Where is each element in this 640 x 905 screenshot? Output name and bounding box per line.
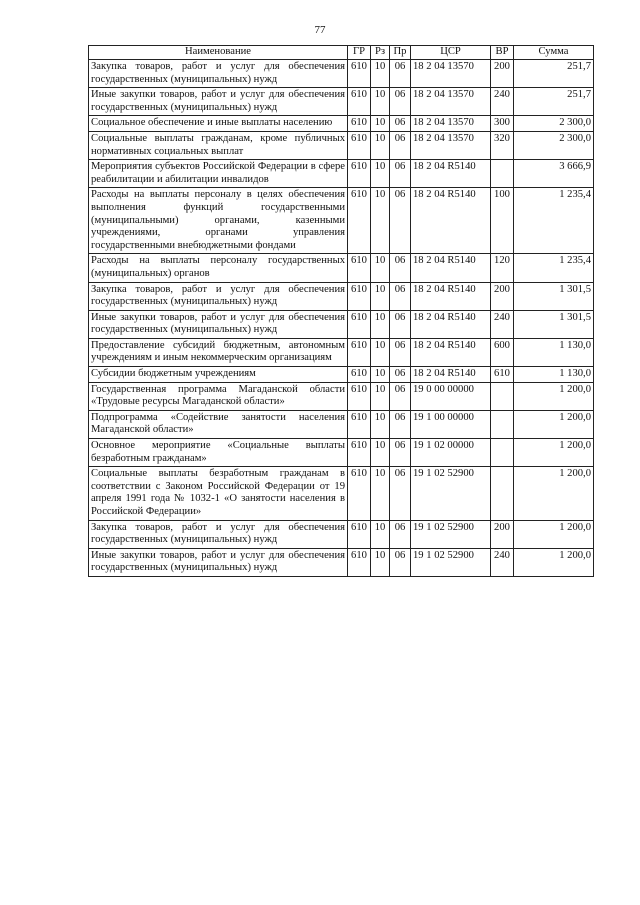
- row-vr: [491, 160, 514, 188]
- row-vr: [491, 467, 514, 520]
- row-vr: 100: [491, 188, 514, 254]
- row-vr: 200: [491, 520, 514, 548]
- table-row: [89, 131, 594, 159]
- row-gr: 610: [348, 116, 371, 132]
- row-rz: 10: [371, 338, 390, 366]
- row-csr: 18 2 04 13570: [411, 131, 491, 159]
- row-pr: 06: [390, 410, 411, 438]
- row-pr: 06: [390, 382, 411, 410]
- row-csr: 18 2 04 13570: [411, 60, 491, 88]
- table-row: [89, 254, 594, 282]
- row-pr: 06: [390, 310, 411, 338]
- row-sum: 1 200,0: [514, 467, 594, 520]
- row-sum: 1 200,0: [514, 548, 594, 576]
- row-gr: 610: [348, 60, 371, 88]
- table-row: [89, 160, 594, 188]
- row-pr: 06: [390, 88, 411, 116]
- row-rz: 10: [371, 439, 390, 467]
- table-row: [89, 310, 594, 338]
- row-pr: 06: [390, 439, 411, 467]
- row-sum: 251,7: [514, 88, 594, 116]
- row-vr: [491, 382, 514, 410]
- row-pr: 06: [390, 282, 411, 310]
- row-pr: 06: [390, 60, 411, 88]
- row-name: Государственная программа Магаданской области «Трудовые ресурсы Магаданской области»: [89, 382, 348, 410]
- row-name: Предоставление субсидий бюджетным, автономным учреждениям и иным некоммерческим организациям: [89, 338, 348, 366]
- row-name: Иные закупки товаров, работ и услуг для обеспечения государственных (муниципальных) нужд: [89, 310, 348, 338]
- row-sum: 3 666,9: [514, 160, 594, 188]
- row-rz: 10: [371, 60, 390, 88]
- row-pr: 06: [390, 254, 411, 282]
- row-rz: 10: [371, 367, 390, 383]
- row-pr: 06: [390, 188, 411, 254]
- row-name: Расходы на выплаты персоналу в целях обеспечения выполнения функций государственными (муниципальными) органами, казенными учреждениями, органами управления государственными внебюджетными фондами: [89, 188, 348, 254]
- row-sum: 1 200,0: [514, 382, 594, 410]
- table-row: [89, 188, 594, 254]
- budget-table: [88, 45, 594, 577]
- row-name: Иные закупки товаров, работ и услуг для обеспечения государственных (муниципальных) нужд: [89, 88, 348, 116]
- row-csr: 18 2 04 R5140: [411, 310, 491, 338]
- row-vr: 200: [491, 60, 514, 88]
- row-sum: 1 200,0: [514, 439, 594, 467]
- row-sum: 1 235,4: [514, 188, 594, 254]
- row-vr: 240: [491, 548, 514, 576]
- header-vr: ВР: [491, 46, 514, 60]
- table-row: [89, 60, 594, 88]
- row-rz: 10: [371, 520, 390, 548]
- row-sum: 1 130,0: [514, 367, 594, 383]
- row-name: Основное мероприятие «Социальные выплаты безработным гражданам»: [89, 439, 348, 467]
- row-rz: 10: [371, 310, 390, 338]
- row-name: Социальное обеспечение и иные выплаты населению: [89, 116, 348, 132]
- row-vr: 320: [491, 131, 514, 159]
- row-vr: 600: [491, 338, 514, 366]
- row-csr: 18 2 04 R5140: [411, 338, 491, 366]
- page-number: 77: [314, 24, 326, 36]
- row-pr: 06: [390, 160, 411, 188]
- row-csr: 18 2 04 13570: [411, 88, 491, 116]
- row-csr: 19 0 00 00000: [411, 382, 491, 410]
- row-name: Социальные выплаты безработным гражданам в соответствии с Законом Российской Федерации от 19 апреля 1991 года № 1032-1 «О занятости населения в Российской Федерации»: [89, 467, 348, 520]
- row-gr: 610: [348, 188, 371, 254]
- row-gr: 610: [348, 520, 371, 548]
- row-csr: 19 1 02 52900: [411, 467, 491, 520]
- header-sum: Сумма: [514, 46, 594, 60]
- row-gr: 610: [348, 439, 371, 467]
- row-csr: 18 2 04 R5140: [411, 282, 491, 310]
- row-gr: 610: [348, 254, 371, 282]
- row-gr: 610: [348, 160, 371, 188]
- row-name: Субсидии бюджетным учреждениям: [89, 367, 348, 383]
- row-name: Расходы на выплаты персоналу государственных (муниципальных) органов: [89, 254, 348, 282]
- row-gr: 610: [348, 282, 371, 310]
- row-pr: 06: [390, 116, 411, 132]
- row-sum: 2 300,0: [514, 116, 594, 132]
- row-sum: 1 235,4: [514, 254, 594, 282]
- table-row: [89, 382, 594, 410]
- row-rz: 10: [371, 160, 390, 188]
- row-csr: 18 2 04 R5140: [411, 188, 491, 254]
- row-gr: 610: [348, 382, 371, 410]
- row-pr: 06: [390, 467, 411, 520]
- row-sum: 1 200,0: [514, 520, 594, 548]
- row-csr: 19 1 02 52900: [411, 548, 491, 576]
- row-sum: 1 301,5: [514, 282, 594, 310]
- header-name: Наименование: [89, 46, 348, 60]
- row-name: Социальные выплаты гражданам, кроме публичных нормативных социальных выплат: [89, 131, 348, 159]
- row-vr: 240: [491, 310, 514, 338]
- row-csr: 18 2 04 13570: [411, 116, 491, 132]
- row-name: Мероприятия субъектов Российской Федерации в сфере реабилитации и абилитации инвалидов: [89, 160, 348, 188]
- row-sum: 251,7: [514, 60, 594, 88]
- row-sum: 1 130,0: [514, 338, 594, 366]
- row-rz: 10: [371, 131, 390, 159]
- table-row: [89, 548, 594, 576]
- row-gr: 610: [348, 410, 371, 438]
- row-name: Закупка товаров, работ и услуг для обеспечения государственных (муниципальных) нужд: [89, 520, 348, 548]
- row-pr: 06: [390, 520, 411, 548]
- row-rz: 10: [371, 254, 390, 282]
- row-vr: [491, 439, 514, 467]
- row-pr: 06: [390, 338, 411, 366]
- row-pr: 06: [390, 131, 411, 159]
- row-gr: 610: [348, 310, 371, 338]
- row-csr: 19 1 00 00000: [411, 410, 491, 438]
- row-rz: 10: [371, 467, 390, 520]
- row-csr: 18 2 04 R5140: [411, 254, 491, 282]
- row-vr: 240: [491, 88, 514, 116]
- header-gr: ГР: [348, 46, 371, 60]
- row-gr: 610: [348, 88, 371, 116]
- row-pr: 06: [390, 548, 411, 576]
- row-rz: 10: [371, 188, 390, 254]
- header-csr: ЦСР: [411, 46, 491, 60]
- row-rz: 10: [371, 410, 390, 438]
- row-rz: 10: [371, 116, 390, 132]
- row-csr: 19 1 02 52900: [411, 520, 491, 548]
- row-rz: 10: [371, 548, 390, 576]
- row-gr: 610: [348, 467, 371, 520]
- row-vr: 120: [491, 254, 514, 282]
- table-row: [89, 282, 594, 310]
- header-rz: Рз: [371, 46, 390, 60]
- row-vr: 300: [491, 116, 514, 132]
- table-row: [89, 338, 594, 366]
- header-pr: Пр: [390, 46, 411, 60]
- row-rz: 10: [371, 382, 390, 410]
- row-name: Подпрограмма «Содействие занятости населения Магаданской области»: [89, 410, 348, 438]
- row-name: Закупка товаров, работ и услуг для обеспечения государственных (муниципальных) нужд: [89, 60, 348, 88]
- row-sum: 1 200,0: [514, 410, 594, 438]
- row-gr: 610: [348, 548, 371, 576]
- table-body: [89, 60, 594, 577]
- row-vr: 610: [491, 367, 514, 383]
- table-row: [89, 116, 594, 132]
- row-name: Закупка товаров, работ и услуг для обеспечения государственных (муниципальных) нужд: [89, 282, 348, 310]
- row-rz: 10: [371, 282, 390, 310]
- row-pr: 06: [390, 367, 411, 383]
- table-header-row: [89, 46, 594, 60]
- table-row: [89, 410, 594, 438]
- row-csr: 18 2 04 R5140: [411, 160, 491, 188]
- table-row: [89, 520, 594, 548]
- row-gr: 610: [348, 367, 371, 383]
- row-rz: 10: [371, 88, 390, 116]
- row-sum: 1 301,5: [514, 310, 594, 338]
- row-csr: 18 2 04 R5140: [411, 367, 491, 383]
- row-name: Иные закупки товаров, работ и услуг для обеспечения государственных (муниципальных) нужд: [89, 548, 348, 576]
- table-row: [89, 439, 594, 467]
- row-gr: 610: [348, 131, 371, 159]
- table-row: [89, 467, 594, 520]
- row-vr: [491, 410, 514, 438]
- table-row: [89, 88, 594, 116]
- table-row: [89, 367, 594, 383]
- row-vr: 200: [491, 282, 514, 310]
- row-gr: 610: [348, 338, 371, 366]
- row-sum: 2 300,0: [514, 131, 594, 159]
- row-csr: 19 1 02 00000: [411, 439, 491, 467]
